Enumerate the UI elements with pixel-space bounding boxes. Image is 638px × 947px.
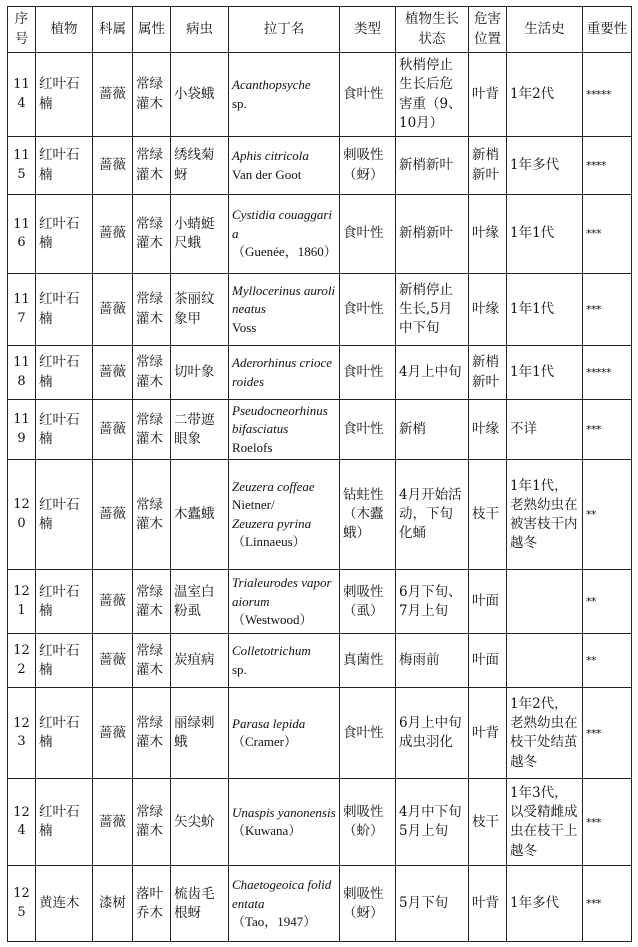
cell-life: 1年1代，老熟幼虫在被害枝干内越冬: [507, 460, 583, 570]
latin-author: Roelofs: [232, 439, 273, 455]
latin-genus-species: Acanthopsyche: [232, 77, 311, 93]
table-row: [8, 53, 632, 137]
latin-genus-species: Parasa lepida: [232, 715, 306, 731]
cell-family: 蔷薇: [93, 195, 133, 274]
cell-latin: [229, 274, 340, 346]
cell-status: 6月上中旬成虫羽化: [396, 688, 469, 779]
table-row: [8, 137, 632, 195]
cell-plant: 红叶石楠: [36, 460, 93, 570]
cell-no: 115: [8, 137, 36, 195]
latin-author: Van der Goot: [232, 166, 302, 182]
latin-author: （Westwood）: [232, 612, 313, 628]
table-row: [8, 634, 632, 688]
header-attr: 属性: [133, 7, 171, 53]
latin-genus-species: Aderorhinus crioceroides: [232, 355, 333, 389]
table-row: [8, 688, 632, 779]
cell-type: 刺吸性（蚜）: [340, 137, 396, 195]
cell-attr: 常绿灌木: [133, 460, 171, 570]
cell-no: 117: [8, 274, 36, 346]
header-importance: 重要性: [583, 7, 632, 53]
cell-type: 食叶性: [340, 400, 396, 460]
cell-life: 1年多代: [507, 866, 583, 942]
cell-latin: [229, 460, 340, 570]
cell-position: 枝干: [469, 460, 507, 570]
cell-position: 叶背: [469, 53, 507, 137]
cell-importance: **: [583, 634, 632, 688]
cell-no: 121: [8, 570, 36, 634]
cell-status: 新梢新叶: [396, 195, 469, 274]
cell-family: 蔷薇: [93, 53, 133, 137]
cell-status: 5月下旬: [396, 866, 469, 942]
cell-plant: 红叶石楠: [36, 688, 93, 779]
cell-latin: [229, 195, 340, 274]
cell-plant: 红叶石楠: [36, 346, 93, 400]
cell-importance: ***: [583, 866, 632, 942]
cell-no: 118: [8, 346, 36, 400]
cell-plant: 红叶石楠: [36, 195, 93, 274]
cell-pest: 二带遮眼象: [171, 400, 229, 460]
latin-genus-species: Aphis citricola: [232, 148, 309, 164]
cell-attr: 常绿灌木: [133, 137, 171, 195]
cell-no: 125: [8, 866, 36, 942]
cell-latin: [229, 866, 340, 942]
cell-pest: 温室白粉虱: [171, 570, 229, 634]
cell-latin: [229, 779, 340, 866]
cell-importance: ***: [583, 400, 632, 460]
cell-latin: [229, 570, 340, 634]
cell-no: 114: [8, 53, 36, 137]
latin-genus-species: Colletotrichum: [232, 643, 311, 659]
latin-author: Voss: [232, 319, 257, 335]
cell-pest: 小蜻蜓尺蛾: [171, 195, 229, 274]
header-row: [8, 7, 632, 53]
table-row: [8, 779, 632, 866]
cell-importance: ***: [583, 274, 632, 346]
cell-attr: 常绿灌木: [133, 274, 171, 346]
cell-life: 1年1代: [507, 195, 583, 274]
cell-no: 120: [8, 460, 36, 570]
cell-latin: [229, 688, 340, 779]
header-latin: 拉丁名: [229, 7, 340, 53]
latin-genus-species: Trialeurodes vaporaiorum: [232, 575, 332, 609]
cell-plant: 红叶石楠: [36, 779, 93, 866]
cell-attr: 常绿灌木: [133, 53, 171, 137]
latin-author: （Cramer）: [232, 734, 297, 750]
cell-status: 4月上中旬: [396, 346, 469, 400]
cell-plant: 黄连木: [36, 866, 93, 942]
cell-position: 叶背: [469, 866, 507, 942]
cell-importance: ****: [583, 137, 632, 195]
table-row: [8, 570, 632, 634]
cell-status: 新梢新叶: [396, 137, 469, 195]
cell-position: 叶面: [469, 634, 507, 688]
cell-importance: *****: [583, 53, 632, 137]
cell-type: 刺吸性（虱）: [340, 570, 396, 634]
cell-importance: ***: [583, 195, 632, 274]
cell-status: 秋梢停止生长后危害重（9、10月）: [396, 53, 469, 137]
cell-type: 食叶性: [340, 688, 396, 779]
cell-position: 叶缘: [469, 274, 507, 346]
cell-life: 1年1代: [507, 274, 583, 346]
cell-family: 蔷薇: [93, 634, 133, 688]
latin-author-2: （Linnaeus）: [232, 534, 306, 550]
cell-attr: 常绿灌木: [133, 400, 171, 460]
cell-type: 刺吸性（蚧）: [340, 779, 396, 866]
cell-attr: 常绿灌木: [133, 688, 171, 779]
cell-family: 蔷薇: [93, 137, 133, 195]
cell-attr: 落叶乔木: [133, 866, 171, 942]
cell-pest: 矢尖蚧: [171, 779, 229, 866]
latin-author: sp.: [232, 95, 247, 111]
table-row: [8, 460, 632, 570]
table-row: [8, 274, 632, 346]
cell-position: 新梢新叶: [469, 137, 507, 195]
cell-status: 梅雨前: [396, 634, 469, 688]
cell-life: [507, 634, 583, 688]
header-position: 危害位置: [469, 7, 507, 53]
cell-family: 蔷薇: [93, 274, 133, 346]
header-type: 类型: [340, 7, 396, 53]
cell-importance: ***: [583, 688, 632, 779]
latin-genus-species: Pseudocneorhinus bifasciatus: [232, 403, 328, 437]
cell-position: 叶背: [469, 688, 507, 779]
cell-type: 食叶性: [340, 53, 396, 137]
cell-plant: 红叶石楠: [36, 137, 93, 195]
cell-type: 食叶性: [340, 346, 396, 400]
cell-latin: [229, 400, 340, 460]
cell-family: 蔷薇: [93, 460, 133, 570]
cell-family: 漆树: [93, 866, 133, 942]
cell-pest: 小袋蛾: [171, 53, 229, 137]
latin-author: sp.: [232, 661, 247, 677]
cell-status: 新梢停止生长,5月中下旬: [396, 274, 469, 346]
cell-pest: 梳齿毛根蚜: [171, 866, 229, 942]
cell-pest: 绣线菊蚜: [171, 137, 229, 195]
cell-plant: 红叶石楠: [36, 53, 93, 137]
latin-genus-species: Myllocerinus aurolineatus: [232, 282, 336, 317]
cell-type: 食叶性: [340, 274, 396, 346]
cell-no: 119: [8, 400, 36, 460]
cell-family: 蔷薇: [93, 570, 133, 634]
header-life: 生活史: [507, 7, 583, 53]
cell-attr: 常绿灌木: [133, 779, 171, 866]
cell-importance: **: [583, 570, 632, 634]
cell-attr: 常绿灌木: [133, 570, 171, 634]
table-row: [8, 346, 632, 400]
cell-position: 新梢新叶: [469, 346, 507, 400]
cell-latin: [229, 137, 340, 195]
cell-family: 蔷薇: [93, 779, 133, 866]
table-row: [8, 400, 632, 460]
cell-life: 不详: [507, 400, 583, 460]
cell-plant: 红叶石楠: [36, 400, 93, 460]
cell-position: 枝干: [469, 779, 507, 866]
cell-importance: **: [583, 460, 632, 570]
cell-no: 123: [8, 688, 36, 779]
cell-family: 蔷薇: [93, 346, 133, 400]
latin-author: （Tao，1947）: [232, 914, 317, 930]
cell-status: 4月开始活动，下旬化蛹: [396, 460, 469, 570]
cell-type: 钻蛀性（木蠹蛾）: [340, 460, 396, 570]
latin-genus-species: Cystidia couaggaria: [232, 207, 333, 241]
cell-status: 4月中下旬5月上旬: [396, 779, 469, 866]
cell-type: 食叶性: [340, 195, 396, 274]
cell-life: 1年多代: [507, 137, 583, 195]
cell-pest: 切叶象: [171, 346, 229, 400]
cell-pest: 木蠹蛾: [171, 460, 229, 570]
cell-latin: [229, 346, 340, 400]
cell-life: 1年1代: [507, 346, 583, 400]
table-row: [8, 866, 632, 942]
header-status: 植物生长状态: [396, 7, 469, 53]
latin-genus-species: Chaetogeoica folidentata: [232, 877, 332, 911]
cell-life: 1年2代，老熟幼虫在枝干处结茧越冬: [507, 688, 583, 779]
header-pest: 病虫: [171, 7, 229, 53]
latin-author: （Kuwana）: [232, 823, 302, 839]
cell-latin: [229, 53, 340, 137]
latin-genus-species: Zeuzera coffeae: [232, 478, 315, 494]
header-no: 序号: [8, 7, 36, 53]
cell-life: 1年2代: [507, 53, 583, 137]
cell-pest: 炭疽病: [171, 634, 229, 688]
cell-attr: 常绿灌木: [133, 346, 171, 400]
cell-position: 叶面: [469, 570, 507, 634]
cell-attr: 常绿灌木: [133, 634, 171, 688]
cell-status: 新梢: [396, 400, 469, 460]
latin-author: Nietner/: [232, 497, 275, 513]
cell-position: 叶缘: [469, 400, 507, 460]
latin-genus-species-2: Zeuzera pyrina: [232, 515, 312, 531]
cell-latin: [229, 634, 340, 688]
cell-position: 叶缘: [469, 195, 507, 274]
cell-life: 1年3代，以受精雌成虫在枝干上越冬: [507, 779, 583, 866]
pest-table: [7, 6, 632, 942]
cell-plant: 红叶石楠: [36, 570, 93, 634]
cell-no: 122: [8, 634, 36, 688]
cell-family: 蔷薇: [93, 400, 133, 460]
cell-life: [507, 570, 583, 634]
header-plant: 植物: [36, 7, 93, 53]
latin-author: （Guenée，1860）: [232, 244, 337, 260]
cell-type: 真菌性: [340, 634, 396, 688]
latin-genus-species: Unaspis yanonensis: [232, 804, 336, 820]
cell-attr: 常绿灌木: [133, 195, 171, 274]
cell-plant: 红叶石楠: [36, 634, 93, 688]
cell-importance: *****: [583, 346, 632, 400]
table-row: [8, 195, 632, 274]
cell-type: 刺吸性（蚜）: [340, 866, 396, 942]
cell-family: 蔷薇: [93, 688, 133, 779]
cell-pest: 丽绿刺蛾: [171, 688, 229, 779]
cell-pest: 茶丽纹象甲: [171, 274, 229, 346]
header-family: 科属: [93, 7, 133, 53]
cell-no: 124: [8, 779, 36, 866]
cell-status: 6月下旬、7月上旬: [396, 570, 469, 634]
cell-no: 116: [8, 195, 36, 274]
cell-plant: 红叶石楠: [36, 274, 93, 346]
cell-importance: ***: [583, 779, 632, 866]
